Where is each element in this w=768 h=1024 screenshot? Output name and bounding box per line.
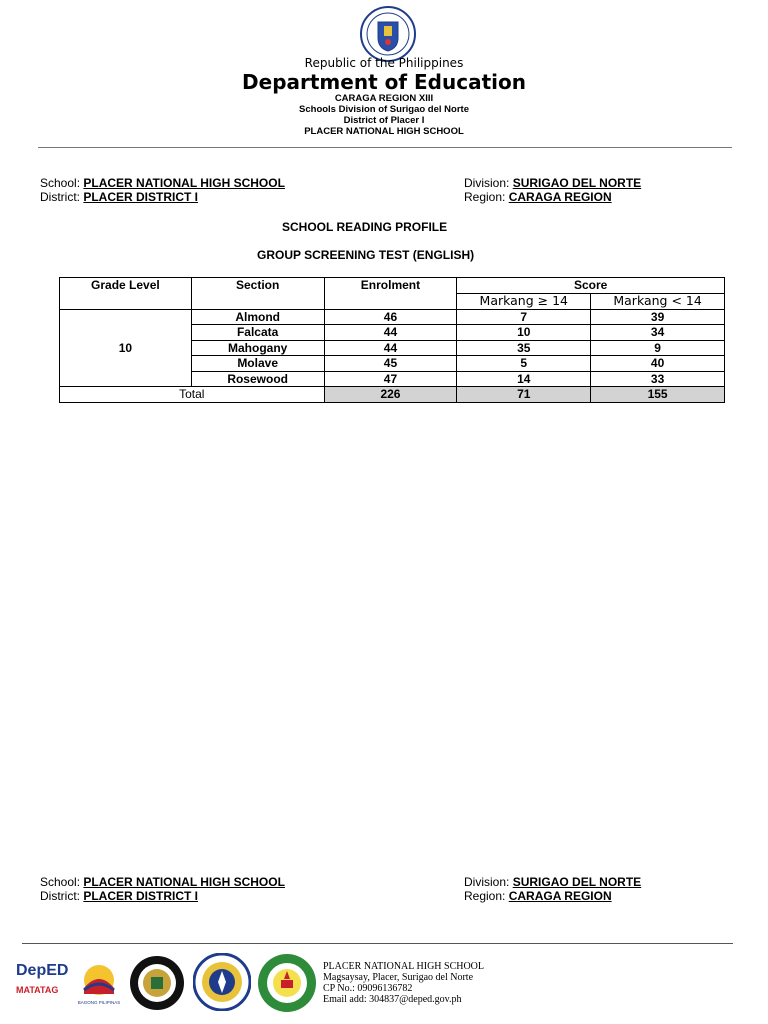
district-value: PLACER DISTRICT I	[83, 190, 199, 204]
school-seal-logo	[257, 953, 317, 1013]
region-value: CARAGA REGION	[508, 190, 612, 204]
district-seal-logo	[193, 953, 251, 1011]
division-info-bottom	[464, 875, 641, 889]
district-value: PLACER DISTRICT I	[83, 889, 199, 903]
district-info-bottom	[40, 889, 198, 903]
header-grade-level: Grade Level	[60, 278, 192, 310]
fail-cell: 33	[591, 371, 725, 387]
footer-address: Magsaysay, Placer, Surigao del Norte	[323, 972, 474, 983]
division-label: Division:	[464, 875, 510, 889]
enrolment-cell: 45	[324, 356, 457, 372]
test-title: GROUP SCREENING TEST (ENGLISH)	[257, 248, 475, 262]
pass-cell: 35	[457, 340, 591, 356]
enrolment-cell: 47	[324, 371, 457, 387]
school-label: School:	[40, 875, 81, 889]
section-cell: Almond	[191, 309, 324, 325]
region-info	[464, 190, 612, 204]
region-value: CARAGA REGION	[508, 889, 612, 903]
region-label: Region:	[464, 190, 506, 204]
region-label: Region:	[464, 889, 506, 903]
total-label: Total	[60, 387, 325, 403]
republic-label: Republic of the Philippines	[304, 56, 464, 70]
total-row	[60, 387, 725, 403]
deped-seal-logo	[360, 6, 416, 62]
enrolment-cell: 44	[324, 340, 457, 356]
school-line: PLACER NATIONAL HIGH SCHOOL	[304, 126, 464, 137]
header-enrolment: Enrolment	[324, 278, 457, 310]
section-cell: Rosewood	[191, 371, 324, 387]
division-value: SURIGAO DEL NORTE	[512, 875, 642, 889]
section-cell: Molave	[191, 356, 324, 372]
footer-cp-number: CP No.: 09096136782	[323, 983, 413, 994]
pass-cell: 10	[457, 325, 591, 341]
pass-cell: 5	[457, 356, 591, 372]
fail-cell: 39	[591, 309, 725, 325]
pass-cell: 7	[457, 309, 591, 325]
pass-cell: 14	[457, 371, 591, 387]
deped-matatag-logo	[16, 962, 68, 1006]
header-score: Score	[457, 278, 725, 294]
header-section: Section	[191, 278, 324, 310]
division-info	[464, 176, 641, 190]
header-pass: Markang ≥ 14	[457, 293, 591, 309]
division-line: Schools Division of Surigao del Norte	[299, 104, 469, 115]
section-cell: Mahogany	[191, 340, 324, 356]
footer-email: Email add: 304837@deped.gov.ph	[323, 994, 462, 1005]
section-cell: Falcata	[191, 325, 324, 341]
district-label: District:	[40, 190, 80, 204]
department-title: Department of Education	[242, 70, 526, 94]
bagong-logo-text: BAGONG PILIPINAS	[77, 1000, 121, 1005]
region-line: CARAGA REGION XIII	[334, 93, 434, 104]
total-fail: 155	[591, 387, 725, 403]
footer-school-name: PLACER NATIONAL HIGH SCHOOL	[323, 961, 485, 972]
grade-cell: 10	[60, 309, 192, 387]
division-seal-logo	[129, 955, 185, 1011]
division-label: Division:	[464, 176, 510, 190]
fail-cell: 40	[591, 356, 725, 372]
enrolment-cell: 44	[324, 325, 457, 341]
total-pass: 71	[457, 387, 591, 403]
bagong-pilipinas-logo	[76, 960, 122, 1006]
fail-cell: 34	[591, 325, 725, 341]
table-row	[60, 309, 725, 325]
reading-score-table	[59, 277, 725, 403]
total-enrolment: 226	[324, 387, 457, 403]
matatag-logo-text: MATATAG	[16, 985, 59, 995]
enrolment-cell: 46	[324, 309, 457, 325]
school-label: School:	[40, 176, 81, 190]
header-fail: Markang < 14	[591, 293, 725, 309]
profile-title: SCHOOL READING PROFILE	[282, 220, 448, 234]
school-value: PLACER NATIONAL HIGH SCHOOL	[83, 176, 285, 190]
fail-cell: 9	[591, 340, 725, 356]
school-info	[40, 176, 285, 190]
district-info	[40, 190, 198, 204]
school-value: PLACER NATIONAL HIGH SCHOOL	[83, 875, 285, 889]
region-info-bottom	[464, 889, 612, 903]
district-line: District of Placer I	[343, 115, 425, 126]
district-label: District:	[40, 889, 80, 903]
footer-divider	[22, 943, 733, 944]
deped-logo-text: DepED	[16, 962, 69, 979]
school-info-bottom	[40, 875, 285, 889]
division-value: SURIGAO DEL NORTE	[512, 176, 642, 190]
header-divider	[38, 147, 732, 148]
